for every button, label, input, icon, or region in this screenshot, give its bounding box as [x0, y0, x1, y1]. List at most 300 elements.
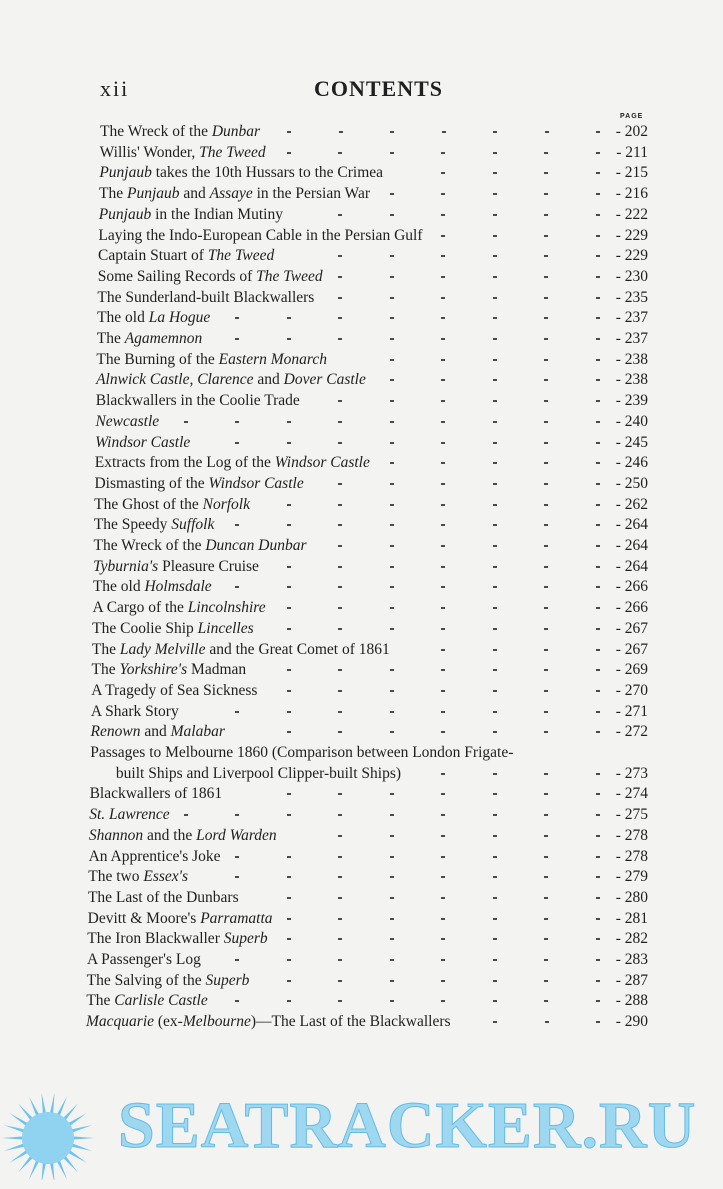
toc-entry-title — [98, 246, 274, 266]
leader-dot — [596, 814, 600, 816]
leader-dot — [441, 214, 445, 216]
leader-dot — [338, 959, 342, 961]
leader-dot — [544, 938, 548, 940]
leader-dot — [544, 856, 548, 858]
leader-dot — [235, 524, 239, 526]
leader-dot — [235, 1000, 239, 1002]
toc-entry-title — [99, 163, 383, 183]
leader-dot — [493, 607, 497, 609]
leader-dot — [390, 793, 394, 795]
toc-entry — [92, 619, 648, 639]
toc-title-part: Lincolnshire — [187, 599, 266, 617]
leader-dot — [390, 856, 394, 858]
leader-dot — [544, 980, 548, 982]
toc-title-part: Eastern Monarch — [218, 350, 328, 368]
leader-dot — [493, 897, 497, 899]
leader-dot — [544, 628, 548, 630]
leader-dot — [441, 607, 445, 609]
leader-dot — [441, 235, 445, 237]
toc-entry — [87, 929, 648, 949]
leader-dot — [441, 669, 445, 671]
toc-title-part: A Tragedy of Sea Sickness — [91, 681, 258, 699]
sunburst-ray — [41, 1161, 46, 1180]
leader-dot — [493, 773, 497, 775]
leader-dot — [441, 462, 445, 464]
toc-title-part: The old — [92, 578, 145, 596]
leader-dot — [441, 338, 445, 340]
toc-entry-title — [86, 991, 207, 1011]
leader-dot — [544, 814, 548, 816]
toc-entry-page: - 239 — [615, 392, 648, 410]
leader-dot — [493, 545, 497, 547]
toc-title-part: Shannon — [88, 826, 144, 844]
leader-dot — [390, 524, 394, 526]
toc-entry-page: - 235 — [615, 288, 648, 306]
toc-entry-page: - 283 — [615, 951, 648, 968]
toc-title-part: Agamemnon — [124, 330, 203, 347]
leader-dot — [390, 566, 394, 568]
toc-entry-title — [90, 743, 513, 763]
leader-dot — [287, 690, 291, 692]
leader-dot — [441, 524, 445, 526]
page-column-label: PAGE — [620, 113, 644, 120]
toc-entry — [91, 702, 648, 722]
leader-dot — [441, 379, 445, 381]
leader-dot — [596, 524, 600, 526]
leader-dot — [338, 504, 342, 506]
toc-title-part: Pleasure Cruise — [158, 557, 259, 575]
leader-dot — [441, 193, 445, 195]
toc-title-part: The — [91, 640, 120, 658]
leader-dot — [493, 649, 497, 651]
toc-entry — [94, 495, 648, 515]
toc-title-part: Dunbar — [211, 123, 261, 140]
leader-dot — [493, 276, 497, 278]
leader-dot — [544, 172, 548, 174]
toc-entry — [90, 784, 648, 804]
toc-entry-page: - 288 — [615, 992, 648, 1010]
leader-dot — [493, 317, 497, 319]
toc-title-part: The — [86, 992, 115, 1010]
leader-dot — [544, 731, 548, 733]
leader-dot — [441, 938, 445, 940]
leader-dot — [493, 235, 497, 237]
leader-dot — [493, 1000, 497, 1002]
leader-dot — [544, 193, 548, 195]
toc-title-part: Lord Warden — [196, 826, 277, 844]
leader-dot — [441, 773, 445, 775]
leader-dot — [390, 276, 394, 278]
toc-entry-page: - 230 — [615, 267, 648, 285]
toc-entry — [96, 370, 648, 390]
leader-dot — [493, 793, 497, 795]
toc-entry — [88, 909, 648, 929]
leader-dot — [441, 649, 445, 651]
toc-title-part: Blackwallers in the Coolie Trade — [95, 392, 300, 410]
leader-dot — [493, 835, 497, 837]
leader-dot — [596, 276, 600, 278]
leader-dot — [544, 566, 548, 568]
sunburst-ray — [56, 1096, 67, 1117]
toc-entry-page: - 229 — [615, 226, 648, 244]
leader-dot — [545, 1021, 549, 1023]
toc-entry-title — [98, 226, 422, 246]
toc-title-part: (ex- — [154, 1013, 183, 1031]
toc-entry-page: - 267 — [615, 640, 648, 658]
toc-entry-title — [91, 681, 257, 701]
leader-dot — [596, 876, 600, 878]
leader-dot — [596, 959, 600, 961]
leader-dot — [493, 524, 497, 526]
toc-title-part: Captain Stuart of — [98, 247, 208, 265]
leader-dot — [441, 152, 445, 154]
leader-dot — [338, 545, 342, 547]
toc-title-part: The Coolie Ship — [92, 619, 198, 637]
toc-entry-title — [94, 515, 215, 535]
leader-dot — [390, 897, 394, 899]
toc-title-part: An Apprentice's Joke — [88, 847, 221, 865]
toc-entry-page: - 262 — [615, 495, 648, 513]
toc-title-part: Superb — [205, 971, 250, 989]
toc-title-part: and — [179, 185, 210, 203]
toc-title-part: in the Indian Mutiny — [151, 205, 283, 223]
leader-dot — [493, 421, 497, 423]
toc-title-part: Tyburnia's — [93, 557, 159, 575]
leader-dot — [235, 317, 239, 319]
toc-title-part: The Tweed — [199, 143, 266, 161]
toc-entry-page: - 274 — [615, 785, 648, 803]
leader-dot — [338, 297, 342, 299]
leader-dot — [596, 483, 600, 485]
toc-title-part: Extracts from the Log of the — [94, 454, 275, 472]
toc-entry-page: - 281 — [615, 909, 648, 927]
sunburst-ray — [4, 1125, 26, 1133]
leader-dot — [390, 131, 394, 133]
leader-dot — [596, 462, 600, 464]
leader-dot — [596, 980, 600, 982]
leader-dot — [390, 255, 394, 257]
leader-dot — [544, 524, 548, 526]
leader-dot — [596, 793, 600, 795]
leader-dot — [287, 669, 291, 671]
leader-dot — [287, 628, 291, 630]
leader-dot — [544, 649, 548, 651]
toc-entry-title — [89, 847, 221, 867]
leader-dot — [544, 586, 548, 588]
toc-entry — [99, 184, 648, 204]
toc-entry-title — [92, 660, 247, 680]
leader-dot — [596, 918, 600, 920]
leader-dot — [544, 1000, 548, 1002]
toc-title-part: takes the 10th Hussars to the Crimea — [151, 164, 384, 182]
leader-dot — [338, 876, 342, 878]
toc-entry-title — [96, 350, 327, 370]
toc-title-part: Essex's — [143, 868, 189, 886]
leader-dot — [390, 980, 394, 982]
leader-dot — [390, 918, 394, 920]
toc-title-part: Dismasting of the — [94, 474, 209, 492]
toc-entry-title — [95, 433, 190, 453]
toc-title-part: Blackwallers of 1861 — [89, 785, 223, 803]
toc-entry-page: - 238 — [615, 350, 648, 368]
toc-title-part: Punjaub — [99, 164, 152, 182]
leader-dot — [493, 690, 497, 692]
leader-dot — [544, 793, 548, 795]
leader-dot — [441, 172, 445, 174]
leader-dot — [596, 649, 600, 651]
leader-dot — [493, 359, 497, 361]
toc-title-part: The Speedy — [93, 516, 172, 534]
leader-dot — [493, 856, 497, 858]
toc-title-part: built Ships and Liverpool Clipper-built Ships) — [115, 764, 402, 782]
toc-entry — [87, 971, 648, 991]
sunburst-ray — [50, 1161, 55, 1180]
leader-dot — [544, 918, 548, 920]
toc-entry — [90, 743, 648, 763]
toc-entry-page: - 215 — [615, 164, 648, 182]
toc-entry-page: - 211 — [616, 143, 648, 161]
leader-dot — [596, 317, 600, 319]
toc-title-part: The Wreck of the — [93, 537, 206, 554]
leader-dot — [441, 421, 445, 423]
toc-entry-page: - 266 — [615, 578, 648, 596]
toc-title-part: The Last of the Dunbars — [87, 888, 239, 906]
leader-dot — [390, 483, 394, 485]
toc-entry-page: - 264 — [615, 557, 648, 575]
leader-dot — [338, 255, 342, 257]
toc-title-part: and — [140, 723, 171, 741]
sunburst-ray — [2, 1136, 24, 1139]
toc-entry-page: - 264 — [615, 537, 648, 554]
leader-dot — [441, 731, 445, 733]
leader-dot — [596, 359, 600, 361]
leader-dot — [390, 545, 394, 547]
leader-dot — [390, 628, 394, 630]
leader-dot — [544, 711, 548, 713]
leader-dot — [544, 297, 548, 299]
toc-entry — [93, 577, 648, 597]
leader-dot — [493, 959, 497, 961]
toc-title-part: Yorkshire's — [119, 661, 188, 679]
leader-dot — [390, 586, 394, 588]
leader-dot — [544, 835, 548, 837]
leader-dot — [287, 918, 291, 920]
toc-entry-page: - 275 — [615, 806, 648, 824]
toc-title-part: )—The Last of the Blackwallers — [250, 1013, 451, 1031]
leader-dot — [287, 586, 291, 588]
leader-dot — [235, 421, 239, 423]
leader-dot — [493, 504, 497, 506]
leader-dot — [235, 814, 239, 816]
toc-entry — [94, 474, 648, 494]
toc-title-part: Willis' Wonder, — [99, 143, 200, 161]
watermark-text: SEATRACKER.RU — [118, 1089, 697, 1162]
leader-dot — [441, 586, 445, 588]
leader-dot — [596, 628, 600, 630]
toc-entry-page: - 216 — [615, 185, 648, 203]
toc-entry-page: - 245 — [615, 433, 648, 451]
leader-dot — [441, 545, 445, 547]
leader-dot — [493, 131, 497, 133]
leader-dot — [287, 338, 291, 340]
leader-dot — [235, 959, 239, 961]
leader-dot — [390, 731, 394, 733]
leader-dot — [493, 172, 497, 174]
leader-dot — [390, 814, 394, 816]
toc-title-part: Lady Melville — [119, 640, 206, 658]
toc-entry-title — [93, 598, 266, 618]
leader-dot — [441, 628, 445, 630]
toc-entry — [88, 867, 648, 887]
leader-dot — [338, 442, 342, 444]
toc-entry-title — [98, 267, 323, 287]
leader-dot — [493, 566, 497, 568]
leader-dot — [390, 938, 394, 940]
toc-entry — [88, 888, 648, 908]
toc-entry-page: - 278 — [615, 847, 648, 865]
toc-title-part: Assaye — [209, 185, 253, 203]
toc-title-part: St. Lawrence — [89, 806, 170, 824]
leader-dot — [287, 814, 291, 816]
toc-entry-page: - 278 — [615, 826, 648, 844]
toc-title-part: Alnwick Castle, Clarence — [96, 371, 254, 389]
leader-dot — [441, 400, 445, 402]
leader-dot — [596, 690, 600, 692]
leader-dot — [441, 566, 445, 568]
leader-dot — [338, 835, 342, 837]
toc-entry-title — [97, 329, 202, 349]
toc-title-part: Norfolk — [202, 495, 250, 513]
leader-dot — [390, 1000, 394, 1002]
leader-dot — [390, 835, 394, 837]
toc-entry-title — [89, 826, 277, 846]
leader-dot — [493, 255, 497, 257]
toc-entry — [99, 163, 648, 183]
toc-entry-title — [94, 495, 250, 515]
toc-entry-title — [96, 391, 300, 411]
toc-entry — [96, 391, 648, 411]
leader-dot — [493, 338, 497, 340]
leader-dot — [338, 1000, 342, 1002]
sunburst-ray — [72, 1136, 94, 1139]
toc-title-part: The Salving of the — [86, 971, 206, 989]
leader-dot — [596, 669, 600, 671]
toc-title-part: Melbourne — [182, 1013, 251, 1031]
leader-dot — [544, 504, 548, 506]
leader-dot — [596, 504, 600, 506]
toc-entry-title — [91, 702, 179, 722]
leader-dot — [493, 918, 497, 920]
toc-entry-title — [88, 867, 188, 887]
leader-dot — [596, 235, 600, 237]
leader-dot — [338, 918, 342, 920]
leader-dot — [441, 690, 445, 692]
toc-entry — [89, 805, 648, 825]
leader-dot — [493, 442, 497, 444]
leader-dot — [390, 317, 394, 319]
leader-dot — [596, 152, 600, 154]
leader-dot — [287, 504, 291, 506]
leader-dot — [390, 297, 394, 299]
sunburst-ray — [29, 1159, 40, 1180]
leader-dot — [338, 607, 342, 609]
toc-title-part: Macquarie — [86, 1013, 155, 1031]
leader-dot — [441, 255, 445, 257]
toc-entry-page: - 266 — [615, 599, 648, 617]
toc-entry-title — [89, 805, 169, 825]
leader-dot — [441, 297, 445, 299]
toc-title-part: Suffolk — [171, 516, 215, 534]
sunburst-ray — [70, 1143, 92, 1151]
leader-dot — [287, 856, 291, 858]
toc-entry-page: - 273 — [615, 764, 648, 782]
toc-entry-title — [93, 536, 306, 556]
toc-entry-page: - 237 — [615, 309, 648, 327]
leader-dot — [544, 276, 548, 278]
leader-dot — [338, 276, 342, 278]
toc-entry — [91, 681, 648, 701]
toc-title-part: Lincelles — [197, 619, 254, 637]
leader-dot — [544, 462, 548, 464]
toc-title-part: The two — [88, 868, 144, 886]
leader-dot — [390, 193, 394, 195]
leader-dot — [390, 214, 394, 216]
page-number: xii — [100, 76, 130, 101]
leader-dot — [544, 959, 548, 961]
sunburst-ray — [4, 1143, 26, 1151]
leader-dot — [493, 1021, 497, 1023]
toc-title-part: Holmsdale — [144, 578, 212, 596]
toc-entry — [92, 660, 648, 680]
toc-entry — [99, 205, 648, 225]
leader-dot — [441, 918, 445, 920]
leader-dot — [287, 1000, 291, 1002]
toc-entry — [86, 991, 648, 1011]
sunburst-ray — [50, 1092, 55, 1114]
toc-entry-page: - 202 — [615, 123, 648, 140]
toc-entry-page: - 269 — [615, 661, 648, 679]
leader-dot — [544, 483, 548, 485]
leader-dot — [493, 214, 497, 216]
leader-dot — [338, 524, 342, 526]
leader-dot — [441, 876, 445, 878]
leader-dot — [390, 690, 394, 692]
toc-entry-title — [116, 764, 401, 784]
leader-dot — [544, 379, 548, 381]
toc-title-part: The — [96, 330, 125, 347]
leader-dot — [493, 462, 497, 464]
leader-dot — [390, 462, 394, 464]
toc-title-part: The Iron Blackwaller — [87, 930, 224, 948]
leader-dot — [596, 711, 600, 713]
toc-title-part: Duncan Dunbar — [205, 537, 307, 554]
toc-entry — [98, 226, 648, 246]
leader-dot — [338, 628, 342, 630]
leader-dot — [596, 856, 600, 858]
leader-dot — [390, 421, 394, 423]
leader-dot — [338, 338, 342, 340]
leader-dot — [493, 876, 497, 878]
sunburst-ray — [56, 1159, 67, 1180]
toc-entry-page: - 280 — [615, 888, 648, 906]
leader-dot — [338, 793, 342, 795]
leader-dot — [338, 814, 342, 816]
toc-entry-title — [91, 722, 225, 742]
leader-dot — [338, 152, 342, 154]
leader-dot — [338, 669, 342, 671]
leader-dot — [390, 669, 394, 671]
toc-entry-page: - 250 — [615, 474, 648, 492]
